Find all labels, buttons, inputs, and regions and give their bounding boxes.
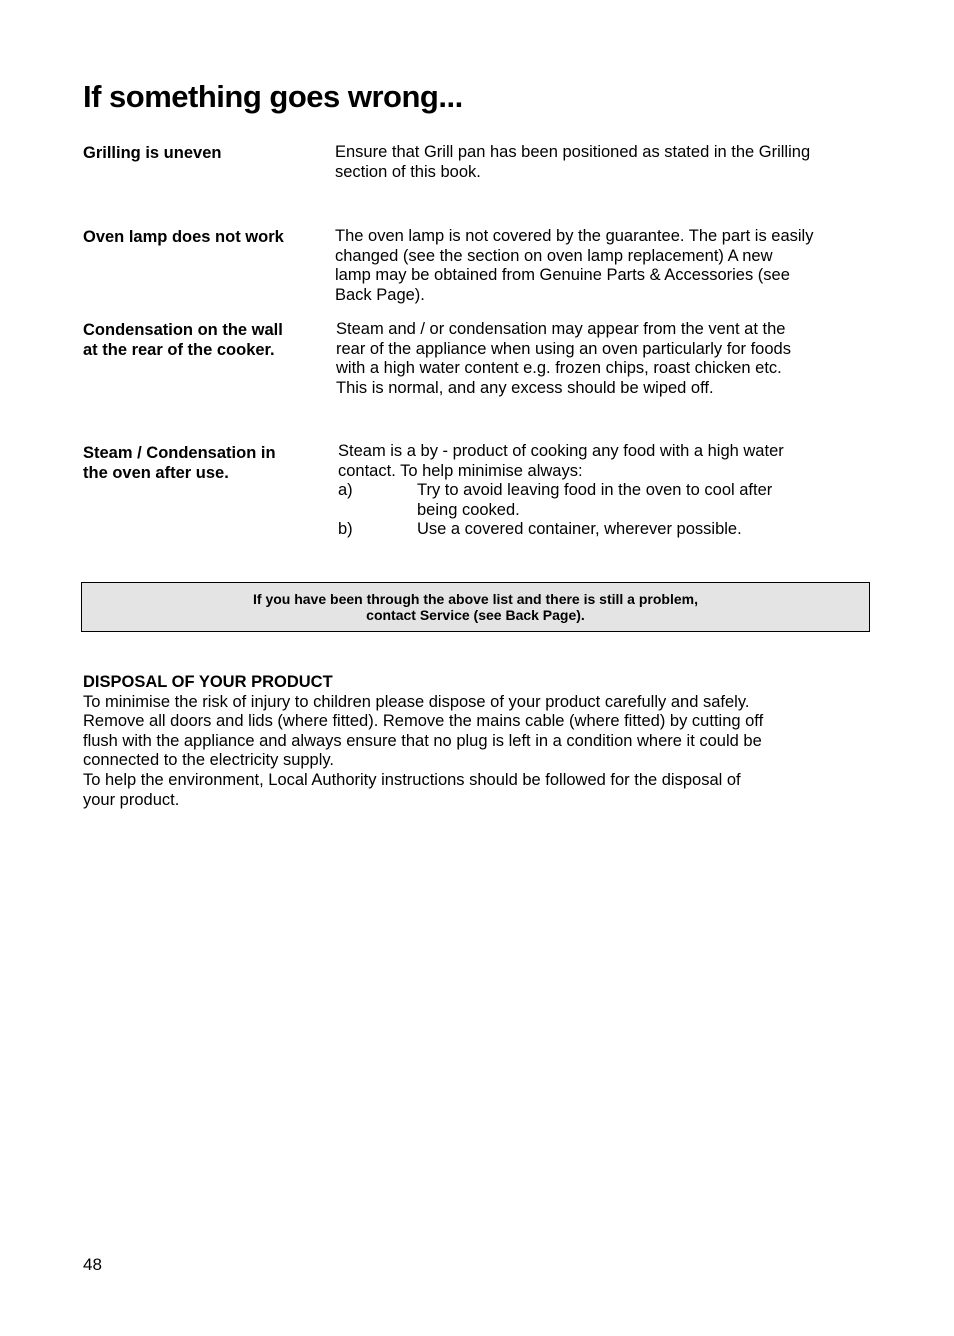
list-item-text xyxy=(417,520,873,540)
problem-label xyxy=(83,443,318,483)
problem-label xyxy=(83,320,318,360)
solution-line: changed (see the section on oven lamp replacement) A new xyxy=(335,246,773,265)
disposal-line: flush with the appliance and always ensure that no plug is left in a condition where it could be xyxy=(83,731,762,750)
problem-line: Oven lamp does not work xyxy=(83,228,284,246)
disposal-line: To minimise the risk of injury to children please dispose of your product carefully and safely. xyxy=(83,692,750,711)
solution-line: rear of the appliance when using an oven particularly for foods xyxy=(336,339,791,358)
page-number: 48 xyxy=(83,1255,102,1274)
solution-line: This is normal, and any excess should be wiped off. xyxy=(336,378,714,397)
list-marker: a) xyxy=(338,481,353,500)
solution-line: Steam is a by - product of cooking any food with a high water xyxy=(338,442,784,460)
page-title: If something goes wrong... xyxy=(83,79,463,114)
problem-line: Condensation on the wall xyxy=(83,321,283,339)
solution-line: The oven lamp is not covered by the guarantee. The part is easily xyxy=(335,227,814,245)
problem-line: at the rear of the cooker. xyxy=(83,341,275,359)
service-notice-box xyxy=(81,582,870,632)
list-item-line: Try to avoid leaving food in the oven to cool after xyxy=(417,481,773,500)
disposal-line: To help the environment, Local Authority instructions should be followed for the disposal of xyxy=(83,770,741,789)
troubleshooting-row-oven-lamp xyxy=(83,227,873,309)
solution-line: Back Page). xyxy=(335,285,425,304)
solution-line: contact. To help minimise always: xyxy=(338,461,583,480)
solution-line: Ensure that Grill pan has been positioned as stated in the Grilling xyxy=(335,143,811,161)
list-item-line: being cooked. xyxy=(417,500,520,519)
problem-label xyxy=(83,227,318,247)
problem-label xyxy=(83,143,318,163)
problem-line: Steam / Condensation in xyxy=(83,444,276,462)
problem-line: Grilling is uneven xyxy=(83,144,222,162)
troubleshooting-row-grilling xyxy=(83,143,873,193)
solution-line: section of this book. xyxy=(335,162,481,181)
disposal-line: connected to the electricity supply. xyxy=(83,751,334,770)
solution-line: with a high water content e.g. frozen chips, roast chicken etc. xyxy=(336,359,782,378)
solution-text xyxy=(335,227,870,305)
list-item xyxy=(338,481,873,520)
troubleshooting-row-steam-oven xyxy=(83,442,873,542)
list-item-text xyxy=(417,481,873,520)
disposal-heading: DISPOSAL OF YOUR PRODUCT xyxy=(83,673,333,691)
problem-line: the oven after use. xyxy=(83,464,229,482)
solution-text xyxy=(336,320,871,398)
solution-line: lamp may be obtained from Genuine Parts & Accessories (see xyxy=(335,266,790,285)
solution-text xyxy=(335,143,870,182)
list-item-line: Use a covered container, wherever possible. xyxy=(417,520,742,539)
disposal-line: your product. xyxy=(83,790,180,809)
notice-line: If you have been through the above list and there is still a problem, xyxy=(253,591,698,607)
troubleshooting-row-condensation-wall xyxy=(83,320,873,402)
list-marker: b) xyxy=(338,520,353,539)
notice-line: contact Service (see Back Page). xyxy=(366,607,585,623)
disposal-section xyxy=(83,673,873,810)
solution-line: Steam and / or condensation may appear from the vent at the xyxy=(336,320,786,338)
disposal-line: Remove all doors and lids (where fitted). Remove the mains cable (where fitted) by cutting off xyxy=(83,712,764,731)
list-item xyxy=(338,520,873,540)
solution-text xyxy=(338,442,873,540)
